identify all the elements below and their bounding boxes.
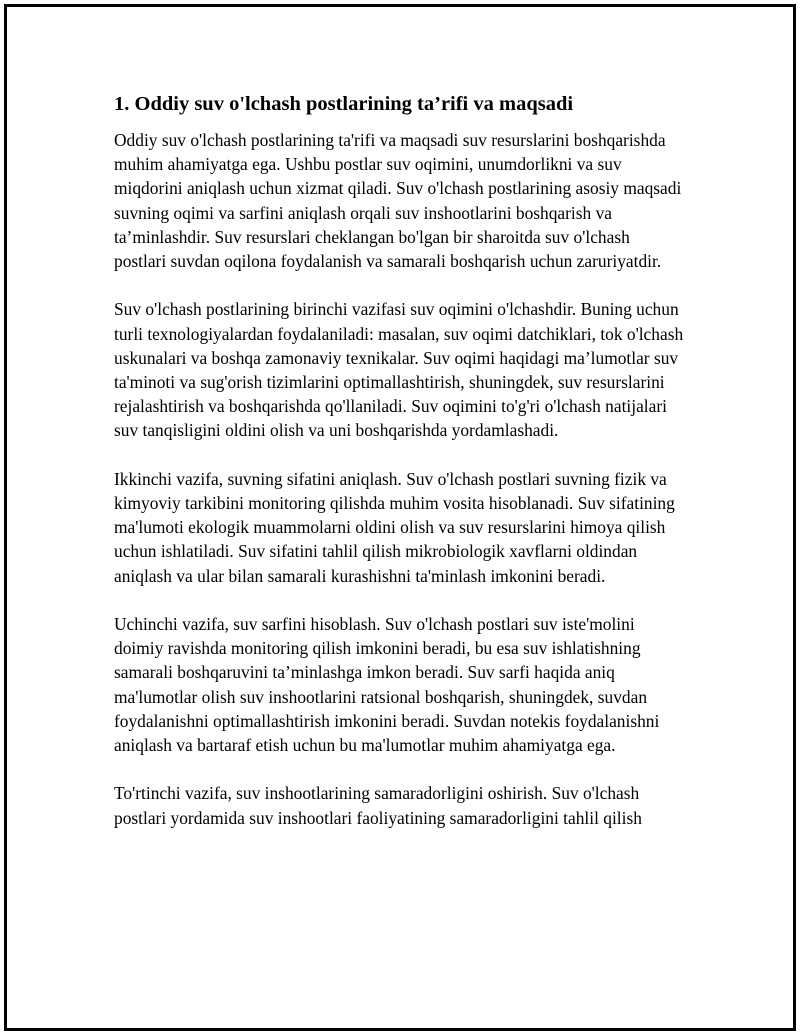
document-body <box>114 90 686 854</box>
paragraph-definition: Oddiy suv o'lchash postlarining ta'rifi va maqsadi suv resurslarini boshqarishda muhim ahamiyatga ega. Ushbu postlar suv oqimini, unumdorlikni va suv miqdorini aniqlash uchun xizmat qiladi. Suv o'lchash postlarining asosiy maqsadi suvning oqimi va sarfini aniqlash orqali suv inshootlarini boshqarish va ta’minlashdir. Suv resurslari cheklangan bo'lgan bir sharoitda suv o'lchash postlari suvdan oqilona foydalanish va samarali boshqarish uchun zaruriyatdir. <box>114 130 682 272</box>
paragraph-third-task: Uchinchi vazifa, suv sarfini hisoblash. Suv o'lchash postlari suv iste'molini doimiy ravishda monitoring qilish imkonini beradi, bu esa suv ishlatishning samarali boshqaruvini ta’minlashga imkon beradi. Suv sarfi haqida aniq ma'lumotlar olish suv inshootlarini ratsional boshqarish, shuningdek, suvdan foydalanishni optimallashtirish imkonini beradi. Suvdan notekis foydalanishni aniqlash va bartaraf etish uchun bu ma'lumotlar muhim ahamiyatga ega. <box>114 614 660 756</box>
paragraph-fourth-task: To'rtinchi vazifa, suv inshootlarining samaradorligini oshirish. Suv o'lchash postlari yordamida suv inshootlari faoliyatining samaradorligini tahlil qilish <box>114 783 642 828</box>
section-heading: 1. Oddiy suv o'lchash postlarining ta’rifi va maqsadi <box>114 93 574 115</box>
paragraph-second-task: Ikkinchi vazifa, suvning sifatini aniqlash. Suv o'lchash postlari suvning fizik va kimyoviy tarkibini monitoring qilishda muhim vosita hisoblanadi. Suv sifatining ma'lumoti ekologik muammolarni oldini olish va suv resurslarini himoya qilish uchun ishlatiladi. Suv sifatini tahlil qilish mikrobiologik xavflarni oldindan aniqlash va ular bilan samarali kurashishni ta'minlash imkonini beradi. <box>114 468 675 586</box>
paragraph-first-task: Suv o'lchash postlarining birinchi vazifasi suv oqimini o'lchashdir. Buning uchun turli texnologiyalardan foydalaniladi: masalan, suv oqimi datchiklari, tok o'lchash uskunalari va boshqa zamonaviy texnikalar. Suv oqimi haqidagi ma’lumotlar suv ta'minoti va sug'orish tizimlarini optimallashtirish, shuningdek, suv resurslarini rejalashtirish va boshqarishda qo'llaniladi. Suv oqimini to'g'ri o'lchash natijalari suv tanqisligini oldini olish va uni boshqarishda yordamlashadi. <box>114 299 684 441</box>
